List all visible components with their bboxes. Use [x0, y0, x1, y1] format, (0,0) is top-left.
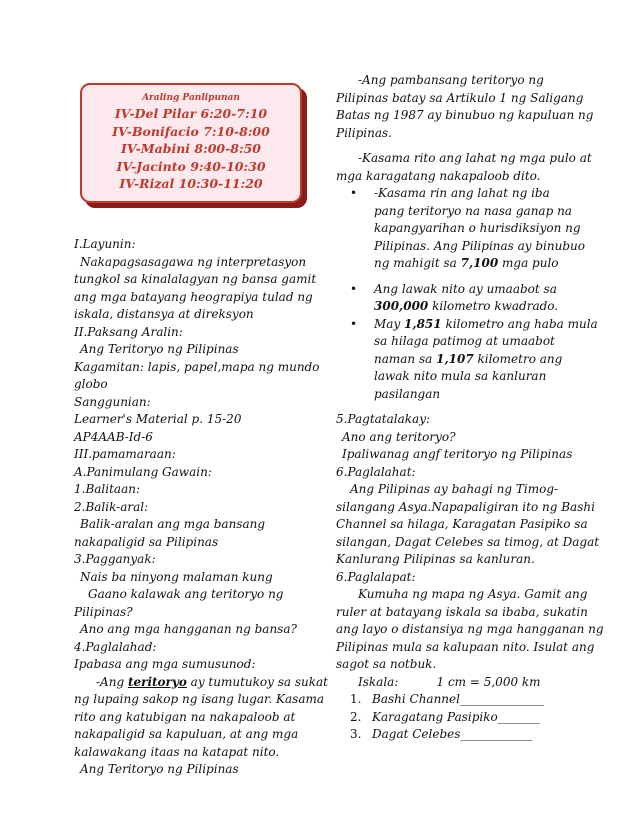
section-heading: 6.Paglalapat: — [336, 569, 416, 584]
section-heading: II.Paksang Aralin: — [74, 324, 183, 339]
list-text: Karagatang Pasipiko_______ — [372, 709, 540, 724]
right-column — [336, 72, 604, 744]
body-text: Ano ang mga hangganan ng bansa? — [80, 622, 297, 636]
body-text: 1.Balitaan: — [74, 482, 140, 496]
body-text: ng lupaing sakop ng isang lugar. Kasama — [74, 692, 325, 706]
section-heading: 6.Paglalahat: — [336, 464, 416, 479]
list-item — [336, 726, 570, 744]
list-number: 1. — [350, 692, 362, 706]
body-text — [74, 674, 328, 692]
highlighted-number: 300,000 — [374, 299, 429, 313]
bullet-item — [336, 185, 585, 273]
body-text: Ano ang teritoryo? — [342, 429, 456, 444]
body-text: silangan, Dagat Celebes sa timog, at Dagat — [336, 534, 600, 549]
body-text: rito ang katubigan na nakapaloob at — [74, 709, 296, 724]
scale-note: Iskala: 1 cm = 5,000 km — [358, 674, 541, 689]
bullet-icon: • — [350, 186, 358, 200]
body-text: sagot sa notbuk. — [336, 657, 437, 671]
schedule-box — [80, 83, 302, 203]
list-item — [336, 691, 570, 709]
body-text: Nakapagsasagawa ng interpretasyon — [80, 254, 307, 269]
schedule-line: IV-Rizal 10:30-11:20 — [119, 176, 263, 191]
list-number: 3. — [350, 727, 362, 741]
body-text: 2.Balik-aral: — [74, 499, 149, 514]
highlighted-number: 7,100 — [460, 256, 499, 270]
bullet-icon: • — [350, 316, 358, 331]
body-text: 3.Pagganyak: — [74, 552, 156, 566]
list-item — [336, 709, 570, 727]
text-fragment: May — [374, 316, 405, 331]
body-text: Ipaliwanag angf teritoryo ng Pilipinas — [342, 447, 573, 461]
highlighted-number: 1,851 — [404, 316, 442, 331]
body-text: Balik-aralan ang mga bansang — [80, 517, 266, 531]
body-text: Learner's Material p. 15-20 — [74, 412, 242, 426]
body-text: iskala, distansya at direksyon — [74, 307, 254, 321]
bullet-item — [336, 316, 598, 404]
body-text: -Ang pambansang teritoryo ng — [358, 73, 544, 87]
body-text: AP4AAB-Id-6 — [74, 429, 153, 444]
body-text: -Kasama rito ang lahat ng mga pulo at — [358, 151, 592, 165]
body-text: Gaano kalawak ang teritoryo ng — [88, 587, 284, 601]
left-column — [74, 236, 328, 779]
text-fragment: kilometro ang — [473, 351, 563, 366]
body-text: tungkol sa kinalalagyan ng bansa gamit — [74, 272, 317, 286]
body-text — [374, 351, 570, 369]
schedule-line: IV-Bonifacio 7:10-8:00 — [112, 123, 270, 139]
body-text: Kumuha ng mapa ng Asya. Gamit ang — [358, 587, 588, 601]
body-text: Channel sa hilaga, Karagatan Pasipiko sa — [336, 517, 588, 531]
body-text: Batas ng 1987 ay binubuo ng kapuluan ng — [336, 108, 594, 122]
section-heading: III.pamamaraan: — [74, 447, 176, 461]
highlighted-number: 1,107 — [436, 351, 474, 366]
body-text: nakapaligid sa kapuluan, at ang mga — [74, 727, 299, 741]
schedule-line: IV-Del Pilar 6:20-7:10 — [114, 106, 268, 121]
text-fragment: mga pulo — [498, 256, 559, 270]
section-heading: Sanggunian: — [74, 394, 151, 409]
body-text: Kanlurang Pilipinas sa kanluran. — [336, 552, 535, 566]
body-text: Pilipinas? — [74, 604, 133, 619]
body-text: ruler at batayang iskala sa ibaba, sukatin — [336, 604, 588, 619]
list-text: Bashi Channel______________ — [372, 692, 544, 706]
body-text: -Kasama rin ang lahat ng iba — [374, 186, 550, 200]
section-heading: I.Layunin: — [74, 237, 136, 251]
body-text: mga karagatang nakapaloob dito. — [336, 168, 541, 183]
body-text: pang teritoryo na nasa ganap na — [374, 203, 572, 218]
body-text: pasilangan — [374, 386, 441, 401]
body-text: nakapaligid sa Pilipinas — [74, 534, 219, 549]
body-text: Ang Teritoryo ng Pilipinas — [80, 342, 239, 356]
text-fragment: naman sa — [374, 351, 437, 366]
body-text — [374, 255, 570, 273]
body-text: lawak nito mula sa kanluran — [374, 369, 547, 383]
section-heading: A.Panimulang Gawain: — [74, 464, 212, 479]
body-text: silangang Asya.Napapaligiran ito ng Bashi — [336, 499, 595, 514]
body-text: Pilipinas. Ang Pilipinas ay binubuo — [374, 238, 585, 253]
body-text: Pilipinas. — [336, 125, 392, 140]
body-text: Nais ba ninyong malaman kung — [80, 569, 273, 584]
body-text: Ipabasa ang mga sumusunod: — [74, 657, 256, 671]
body-text: Pilipinas batay sa Artikulo 1 ng Saligang — [336, 90, 584, 105]
text-fragment: -Ang — [96, 674, 128, 689]
body-text: Pilipinas mula sa kalupaan nito. Isulat ang — [336, 639, 595, 654]
body-text: Ang Teritoryo ng Pilipinas — [80, 762, 239, 776]
section-heading: 5.Pagtatalakay: — [336, 412, 431, 426]
list-text: Dagat Celebes____________ — [372, 727, 533, 741]
schedule-line: IV-Mabini 8:00-8:50 — [120, 141, 262, 156]
bullet-item — [336, 281, 570, 316]
schedule-line: IV-Jacinto 9:40-10:30 — [116, 158, 266, 174]
text-fragment: ng mahigit sa — [374, 256, 461, 270]
highlighted-term: teritoryo — [127, 674, 187, 689]
body-text — [374, 316, 598, 334]
body-text — [374, 298, 570, 316]
text-fragment: kilometro kwadrado. — [428, 299, 559, 313]
bullet-icon: • — [350, 281, 358, 296]
text-fragment: kilometro ang haba mula — [441, 316, 598, 331]
body-text: ang layo o distansiya ng mga hangganan ng — [336, 622, 604, 636]
text-fragment: ay tumutukoy sa sukat — [186, 674, 328, 689]
body-text: Ang lawak nito ay umaabot sa — [374, 281, 557, 296]
body-text: kapangyarihan o hurisdiksiyon ng — [374, 221, 581, 235]
body-text: ang mga batayang heograpiya tulad ng — [74, 289, 313, 304]
list-number: 2. — [350, 709, 362, 724]
body-text: sa hilaga patimog at umaabot — [374, 334, 555, 348]
subject-title: Araling Panlipunan — [142, 93, 240, 103]
body-text: Ang Pilipinas ay bahagi ng Timog- — [350, 482, 559, 496]
body-text: kalawakang itaas na katapat nito. — [74, 744, 280, 759]
body-text: globo — [74, 377, 108, 391]
body-text: Kagamitan: lapis, papel,mapa ng mundo — [74, 359, 320, 374]
body-text: 4.Paglalahad: — [74, 639, 157, 654]
